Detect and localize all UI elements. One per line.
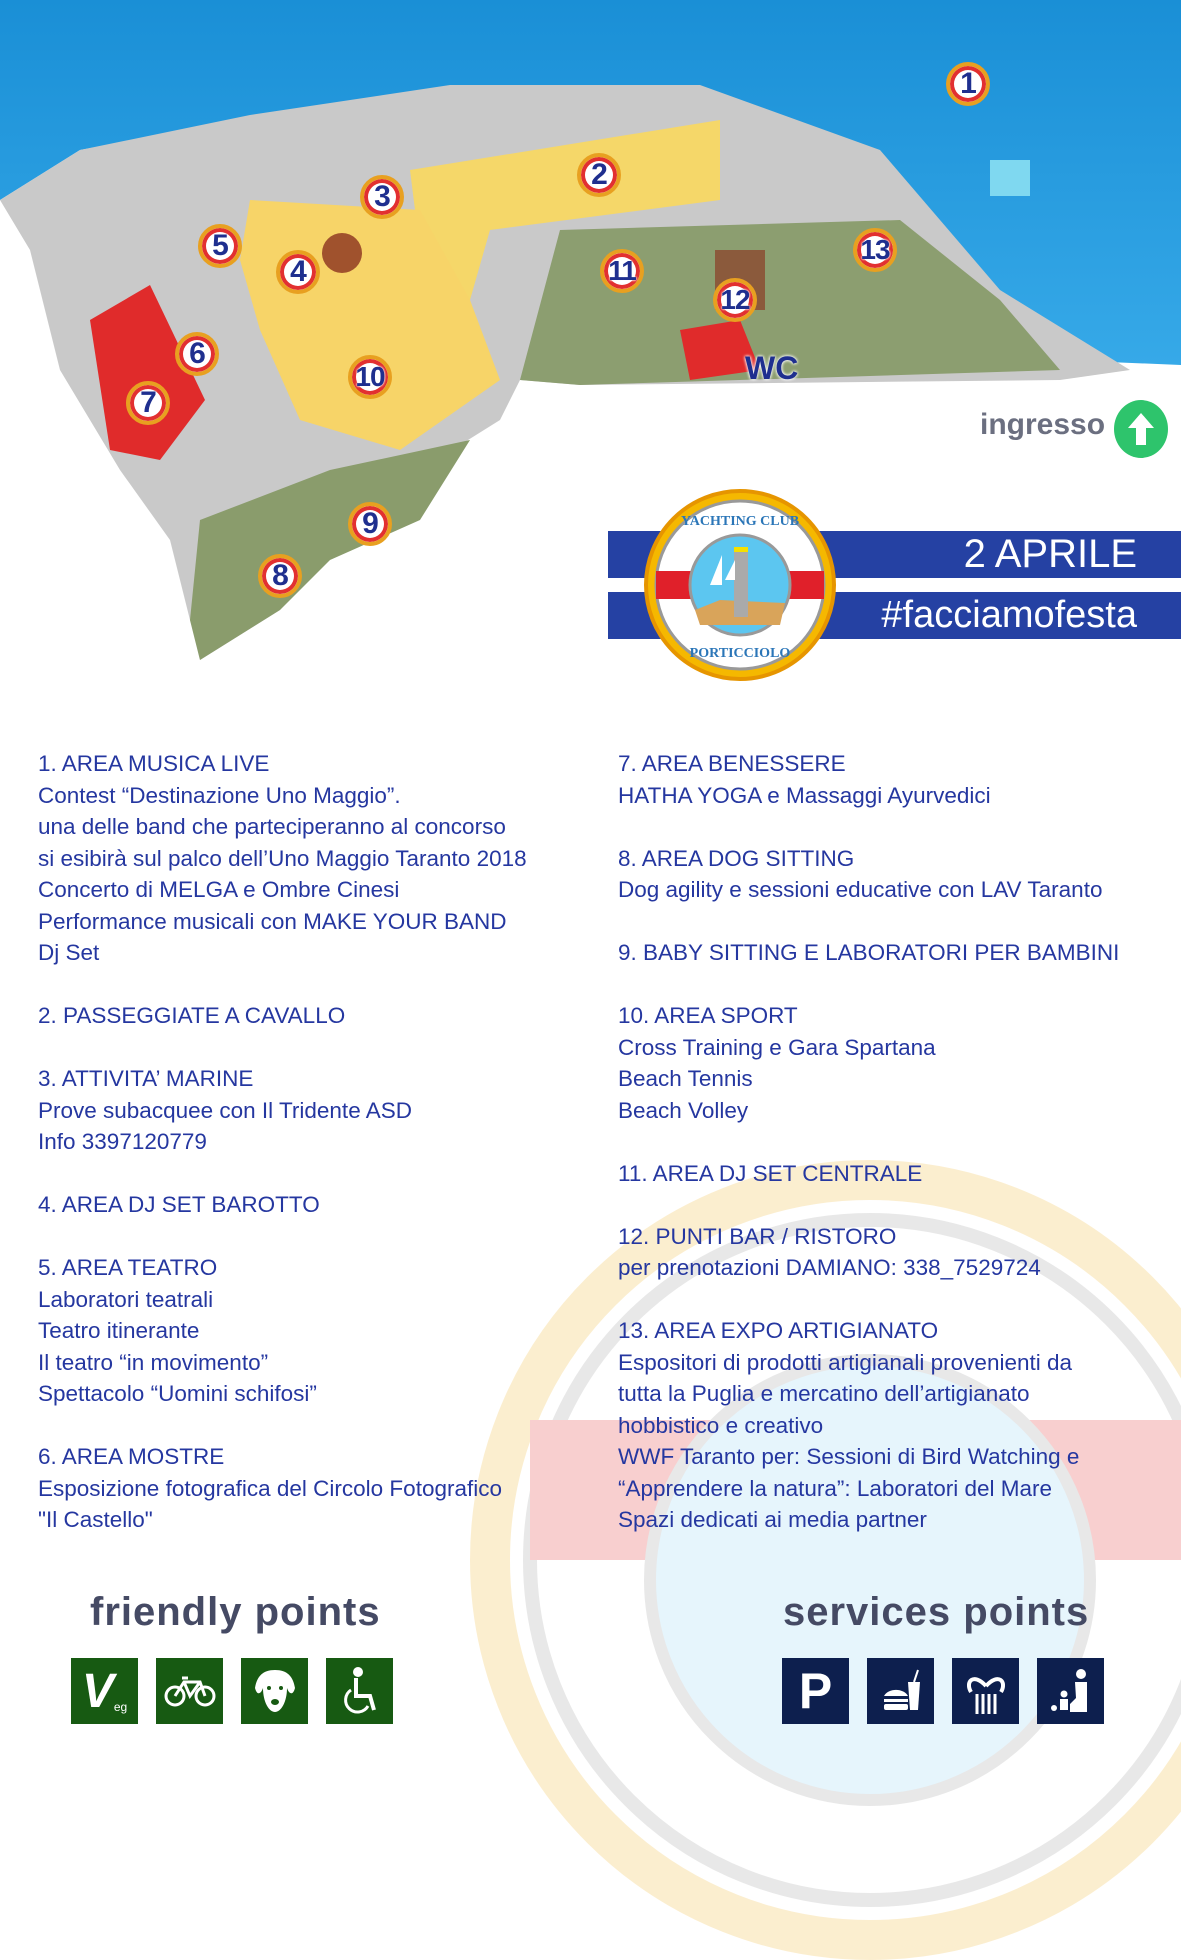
area-detail: Info 3397120779 [38, 1129, 207, 1154]
area-entry [38, 1063, 598, 1158]
area-entry [618, 1000, 1178, 1126]
area-detail: tutta la Puglia e mercatino dell’artigianato [618, 1381, 1030, 1406]
area-title: 12. PUNTI BAR / RISTORO [618, 1223, 897, 1249]
area-detail: Spazi dedicati ai media partner [618, 1507, 927, 1532]
map-marker-1[interactable] [946, 62, 990, 106]
map-marker-5[interactable] [198, 224, 242, 268]
dj-circle [322, 233, 362, 273]
bicycle-icon [156, 1658, 223, 1724]
marker-number: 6 [189, 337, 205, 370]
area-title: 1. AREA MUSICA LIVE [38, 751, 270, 776]
area-detail: una delle band che parteciperanno al concorso [38, 814, 506, 839]
map-marker-10[interactable] [348, 355, 392, 399]
veg-icon [71, 1658, 138, 1724]
map-marker-6[interactable] [175, 332, 219, 376]
area-detail: si esibirà sul palco dell’Uno Maggio Taranto 2018 [38, 845, 527, 871]
area-entry [618, 748, 1178, 811]
map-marker-7[interactable] [126, 381, 170, 425]
map-marker-3[interactable] [360, 175, 404, 219]
area-entry [618, 1158, 1178, 1190]
wheelchair-icon [326, 1658, 393, 1724]
map-marker-11[interactable] [600, 249, 644, 293]
area-title: 13. AREA EXPO ARTIGIANATO [618, 1318, 939, 1343]
event-map [0, 0, 1181, 680]
area-detail: per prenotazioni DAMIANO: 338_7529724 [618, 1255, 1041, 1280]
wc-label: WC [745, 350, 799, 386]
areas-list-left [38, 748, 598, 1567]
area-detail: Concerto di MELGA e Ombre Cinesi [38, 877, 400, 902]
logo-text-top: YACHTING CLUB [680, 514, 800, 529]
area-detail: Cross Training e Gara Spartana [618, 1034, 936, 1060]
map-marker-8[interactable] [258, 554, 302, 598]
area-detail: Beach Volley [618, 1097, 749, 1123]
area-title: 6. AREA MOSTRE [38, 1444, 225, 1469]
map-marker-12[interactable] [713, 278, 757, 322]
parking-icon [782, 1658, 849, 1724]
marker-number: 9 [362, 507, 378, 540]
baby-care-icon [1037, 1658, 1104, 1724]
areas-list-right [618, 748, 1178, 1567]
marker-number: 10 [355, 361, 385, 392]
area-detail: HATHA YOGA e Massaggi Ayurvedici [618, 782, 991, 808]
area-detail: Esposizione fotografica del Circolo Fotografico [38, 1475, 502, 1501]
dog-icon [241, 1658, 308, 1724]
fast-food-icon [867, 1658, 934, 1724]
marker-number: 2 [591, 158, 607, 191]
marker-number: 11 [608, 255, 636, 286]
area-entry [38, 1441, 598, 1536]
area-entry [38, 1000, 598, 1032]
map-marker-9[interactable] [348, 502, 392, 546]
area-entry [38, 1252, 598, 1410]
area-detail: Il teatro “in movimento” [38, 1349, 269, 1375]
area-detail: Performance musicali con MAKE YOUR BAND [38, 908, 507, 934]
area-entry [618, 1221, 1178, 1284]
logo-text-bottom: PORTICCIOLO [689, 646, 791, 661]
yachting-club-logo [640, 485, 840, 685]
area-title: 8. AREA DOG SITTING [618, 845, 855, 871]
area-entry [38, 748, 598, 969]
marker-number: 5 [212, 229, 228, 262]
services-points-title: services points [783, 1590, 1090, 1634]
marker-number: 13 [860, 234, 890, 265]
arrow-up-icon [1114, 400, 1168, 458]
entrance-label: ingresso [980, 408, 1106, 441]
hashtag: #facciamofesta [881, 594, 1137, 636]
area-title: 7. AREA BENESSERE [618, 751, 846, 776]
parking-letter: P [798, 1663, 833, 1719]
map-illustration [0, 0, 1181, 680]
area-entry [618, 843, 1178, 906]
area-title: 9. BABY SITTING E LABORATORI PER BAMBINI [618, 940, 1120, 965]
event-date: 2 APRILE [963, 532, 1137, 576]
veg-letter: V [81, 1664, 114, 1718]
marker-number: 1 [960, 67, 976, 100]
area-entry [38, 1189, 598, 1221]
marker-number: 7 [140, 386, 156, 419]
area-detail: Laboratori teatrali [38, 1286, 214, 1312]
area-title: 3. ATTIVITA’ MARINE [38, 1066, 254, 1091]
area-detail: Espositori di prodotti artigianali provenienti da [618, 1349, 1073, 1375]
area-title: 5. AREA TEATRO [38, 1255, 218, 1280]
area-detail: Prove subacquee con Il Tridente ASD [38, 1097, 412, 1123]
map-marker-13[interactable] [853, 228, 897, 272]
area-title: 4. AREA DJ SET BAROTTO [38, 1192, 320, 1217]
map-marker-2[interactable] [577, 153, 621, 197]
friendly-icons [71, 1658, 393, 1724]
marker-number: 4 [290, 255, 306, 288]
area-detail: Teatro itinerante [38, 1318, 200, 1343]
area-detail: hobbistico e creativo [618, 1412, 824, 1438]
map-marker-4[interactable] [276, 250, 320, 294]
services-icons [782, 1658, 1104, 1724]
area-title: 2. PASSEGGIATE A CAVALLO [38, 1003, 346, 1028]
area-detail: Dj Set [38, 940, 100, 965]
friendly-points-title: friendly points [90, 1590, 381, 1634]
area-detail: Beach Tennis [618, 1066, 753, 1091]
area-detail: Spettacolo “Uomini schifosi” [38, 1381, 317, 1406]
area-detail: "Il Castello" [38, 1507, 153, 1532]
marker-number: 12 [720, 284, 750, 315]
restaurant-icon [952, 1658, 1019, 1724]
pool [990, 160, 1030, 196]
marker-number: 8 [272, 559, 288, 592]
veg-sub: eg [113, 1700, 128, 1714]
marker-number: 3 [374, 180, 390, 213]
area-detail: Contest “Destinazione Uno Maggio”. [38, 782, 401, 808]
area-entry [618, 1315, 1178, 1536]
area-entry [618, 937, 1178, 969]
area-detail: Dog agility e sessioni educative con LAV Taranto [618, 877, 1103, 902]
area-title: 11. AREA DJ SET CENTRALE [618, 1160, 923, 1186]
area-title: 10. AREA SPORT [618, 1003, 798, 1028]
area-detail: WWF Taranto per: Sessioni di Bird Watching e [618, 1444, 1080, 1469]
area-detail: “Apprendere la natura”: Laboratori del Mare [618, 1475, 1052, 1501]
